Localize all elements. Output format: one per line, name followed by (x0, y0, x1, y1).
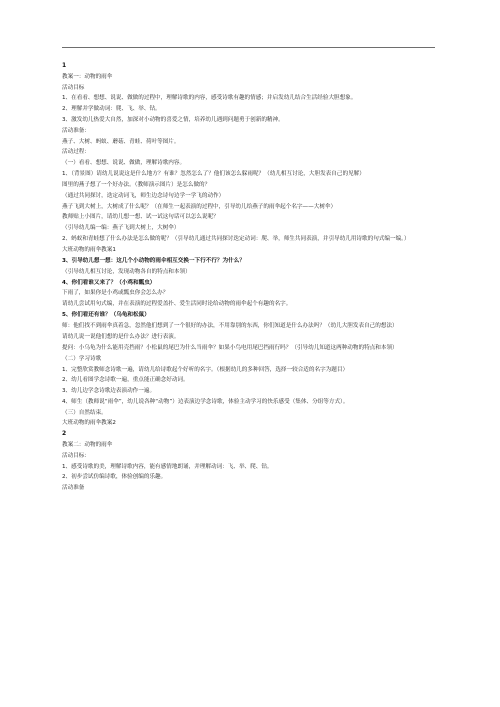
section-heading: 活动目标 (62, 84, 85, 91)
section-heading: 活动准备： (62, 127, 90, 134)
paragraph: 下雨了，如果你是小鸡或瓢虫你会怎么办？ (62, 290, 169, 297)
goal-item: 2、理解并学做动词：爬、飞、举、钻。 (62, 106, 161, 113)
step-heading: 3、引导幼儿想一想：这几个小动物的雨伞相互交换一下行不行？为什么？ (62, 257, 245, 264)
paragraph: 燕子飞到大树上，大树成了什么呢？（在师生一起表演的过程中，引导幼儿给燕子的雨伞起个名字——大树伞） (62, 203, 337, 210)
lesson-title: 教案一：动物的雨伞 (62, 73, 113, 80)
paragraph: 4、师生（教师说“雨伞”，幼儿说各种“动物”）边表演边学念诗歌，体验主动学习的快乐感受（集体、分组等方式）。 (62, 398, 349, 405)
paragraph: （通过共同探讨，迭定动词飞，师生边念诗句边学一学飞的动作） (62, 192, 225, 199)
paragraph: 2、幼儿看图学念诗歌一遍，重点能正确念好动词。 (62, 377, 189, 384)
paragraph: 请幼儿尝试用句式编，并在表演的过程爱盖扑、爱生活同时论给动物的雨伞起个有趣的名字。 (62, 301, 292, 308)
goal-item: 3、激发幼儿热爱大自然，加深对小动物的喜爱之情，培养幼儿遇到问题勇于创新的精神。 (62, 116, 284, 123)
subsection-heading: （三）自然结束。 (62, 409, 107, 416)
paragraph: 1、完整欣赏教师念诗歌一遍，请幼儿给诗歌起个好听的名字。（根据幼儿的多种回答，选择一较合适的名字为题目） (62, 366, 349, 373)
goal-item: 2、初步尝试仿编诗歌，体验创编的乐趣。 (62, 474, 167, 481)
section-number: 1 (62, 62, 67, 69)
paragraph: 图里的燕子想了一个好办法。（教师演示图片）是怎么做的？ (62, 182, 211, 189)
step-heading: 5、你们看还有谁？（乌龟和松鼠） (62, 311, 150, 318)
lesson-title: 教案二：动物的雨伞 (62, 442, 113, 449)
section-number: 2 (62, 430, 67, 438)
header-rule (62, 47, 435, 48)
section-heading: 活动准备 (62, 485, 85, 492)
document-body (62, 62, 438, 493)
step-heading: 4、你们看谁又来了？（小鸡和瓢虫） (62, 279, 156, 286)
section-heading: 活动目标： (62, 452, 90, 459)
paragraph: （引导幼儿编一编：燕子飞到大树上，大树伞） (62, 225, 180, 232)
paragraph: （引导幼儿相互讨论，发现动物各自的特点和本领） (62, 268, 191, 275)
paragraph: 师：他们找不到雨伞真着急，忽然他们想到了一个很好的办法，不用靠别的东西，你们知道是什么办法吗？（幼儿大胆发表自己的想法） (62, 322, 398, 329)
paragraph: 1、（背景图）请幼儿说说这是什么地方？有谁？忽然怎么了？他们该怎么躲雨呢？（幼儿相互讨论，大胆发表自己的见解） (62, 170, 365, 177)
subsection-heading: （一）看看、想想、说说、做做，理解诗歌内容。 (62, 160, 186, 167)
paragraph: 2、蚂蚁和青蛙想了什么办法是怎么做的呢？（引导幼儿通过共同探讨迭定动词：爬、举，师生共同表演，并引导幼儿用诗歌的句式编一编。） (62, 236, 410, 243)
paragraph: 请幼儿说一说他们想的是什么办法？进行表演。 (62, 333, 180, 340)
paragraph: 3、幼儿边学念诗歌边表演动作一遍。 (62, 388, 156, 395)
goal-item: 1、在看看、想想、说说、做做的过程中，理解诗歌的内容，感受诗歌有趣的情感；并启发幼儿结合生活经验大胆想象。 (62, 95, 357, 102)
paragraph: 大班动物的雨伞教案1 (62, 247, 116, 254)
paragraph: 大班动物的雨伞教案2 (62, 420, 116, 427)
section-heading: 活动过程： (62, 149, 90, 156)
subsection-heading: （二）学习诗歌 (62, 355, 102, 362)
paragraph: 提问：小乌龟为什么能用壳挡雨？小松鼠的尾巴为什么当雨伞？如果小鸟电用尾巴挡雨行吗？（引导幼儿知道这两种动物的特点和本领） (62, 344, 398, 351)
paragraph: 燕子、大树、蚂蚁、蘑菇、青蛙、荷叶等图片。 (62, 138, 180, 145)
goal-item: 1、感受诗歌的美，理解诗歌内容，能有感情地朗诵，并理解动词：飞、举、爬、钻。 (62, 463, 273, 470)
paragraph: 教师贴上小图片，请幼儿想一想、试一试这句话可以怎么说呢？ (62, 214, 219, 221)
